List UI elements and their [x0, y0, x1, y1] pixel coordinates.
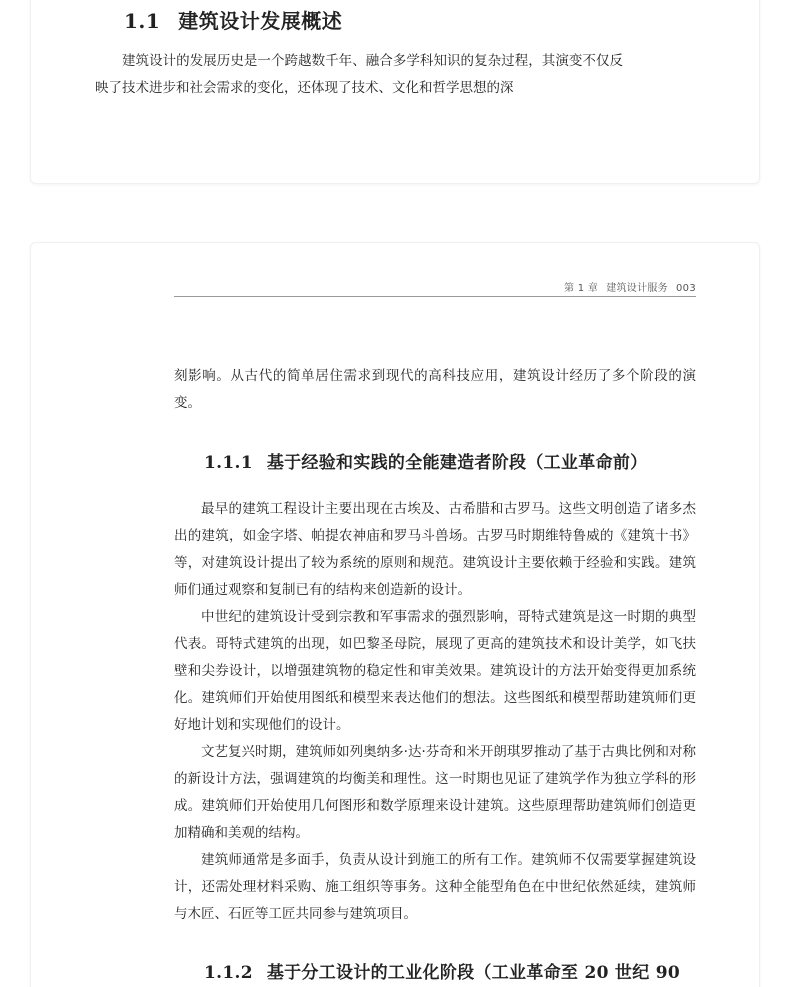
section-number: 1.1 [124, 9, 161, 33]
header-chapter: 第 1 章 [563, 283, 599, 294]
subsection-number-1: 1.1.1 [204, 453, 253, 473]
subsection-text-2: 基于分工设计的工业化阶段（工业革命至 20 世纪 90 [266, 963, 680, 983]
paragraph-renaissance: 文艺复兴时期，建筑师如列奥纳多·达·芬奇和米开朗琪罗推动了基于古典比例和对称的新设计方法，强调建筑的均衡美和理性。这一时期也见证了建筑学作为独立学科的形成。建筑师们开始使用几何图形和数学原理来设计建筑。这些原理帮助建筑师们创造更加精确和美观的结构。 [174, 744, 696, 841]
subsection-text-1: 基于经验和实践的全能建造者阶段（工业革命前） [266, 453, 648, 473]
section-title-text: 建筑设计发展概述 [178, 9, 343, 33]
subsection-title-2 [204, 958, 680, 983]
paragraph-master-builder: 建筑师通常是多面手，负责从设计到施工的所有工作。建筑师不仅需要掌握建筑设计，还需处理材料采购、施工组织等事务。这种全能型角色在中世纪依然延续，建筑师与木匠、石匠等工匠共同参与建筑项目。 [174, 852, 696, 922]
page-main [30, 242, 760, 987]
subsection-number-2: 1.1.2 [204, 963, 253, 983]
body-paragraphs [174, 496, 696, 928]
header-title: 建筑设计服务 [606, 283, 668, 294]
running-header [174, 279, 696, 297]
subsection-title-1 [204, 448, 647, 473]
continuation-block [174, 363, 696, 417]
page-top [30, 0, 760, 184]
intro-paragraph: 建筑设计的发展历史是一个跨越数千年、融合多学科知识的复杂过程，其演变不仅反映了技术进步和社会需求的变化，还体现了技术、文化和哲学思想的深 [95, 53, 623, 96]
section-title [124, 5, 342, 34]
header-page-number: 003 [676, 283, 696, 294]
continuation-paragraph: 刻影响。从古代的简单居住需求到现代的高科技应用，建筑设计经历了多个阶段的演变。 [174, 368, 696, 411]
paragraph-medieval: 中世纪的建筑设计受到宗教和军事需求的强烈影响，哥特式建筑是这一时期的典型代表。哥特式建筑的出现，如巴黎圣母院，展现了更高的建筑技术和设计美学，如飞扶壁和尖券设计，以增强建筑物的稳定性和审美效果。建筑设计的方法开始变得更加系统化。建筑师们开始使用图纸和模型来表达他们的想法。这些图纸和模型帮助建筑师们更好地计划和实现他们的设计。 [174, 609, 696, 733]
paragraph-ancient: 最早的建筑工程设计主要出现在古埃及、古希腊和古罗马。这些文明创造了诸多杰出的建筑，如金字塔、帕提农神庙和罗马斗兽场。古罗马时期维特鲁威的《建筑十书》等，对建筑设计提出了较为系统的原则和规范。建筑设计主要依赖于经验和实践。建筑师们通过观察和复制已有的结构来创造新的设计。 [174, 501, 696, 598]
